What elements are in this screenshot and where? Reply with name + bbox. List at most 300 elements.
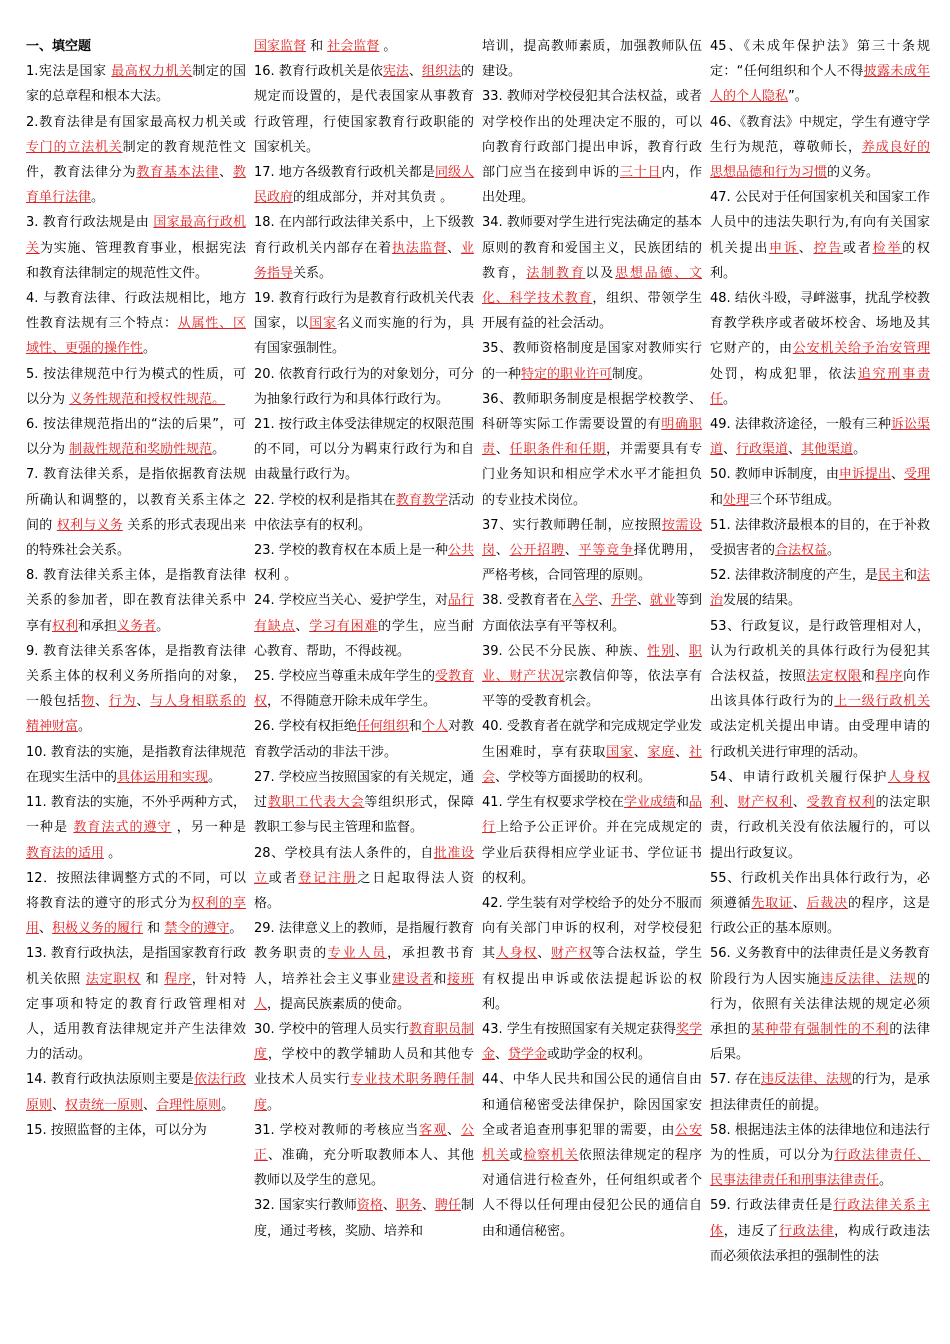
answer-text: 公正 [254, 1122, 474, 1163]
question-text: 、 [792, 895, 807, 911]
question-text: 17. 地方各级教育行政机关都是 [254, 165, 435, 181]
question-item [482, 336, 702, 386]
question-text: 35、教师资格制度是国家对教师实行的一种 [482, 341, 702, 382]
question-item [254, 412, 474, 488]
question-item [710, 1118, 930, 1194]
question-text: 20. 依教育行政行为的对象划分，可分为抽象行政行为和具体行政行为。 [254, 366, 474, 407]
question-text: 。 [212, 442, 226, 458]
answer-text: 奖学金 [482, 1021, 702, 1063]
answer-text: 行政法律关系主体 [710, 1198, 930, 1239]
answer-text: 专门的立法机关 [26, 139, 123, 155]
question-text: 23. 学校的教育权在本质上是一种 [254, 543, 448, 559]
question-text: 56. 义务教育中的法律责任是义务教育阶段行为人因实施 [710, 946, 930, 987]
section-heading: 一、填空题 [26, 39, 92, 54]
answer-text: 平等竞争 [578, 543, 634, 559]
question-item [26, 941, 246, 1067]
question-text: ，并需要具有专门业务知识和相应学术水平才能担负的专业技术岗位。 [482, 442, 702, 508]
column-3 [482, 34, 702, 1334]
column-2 [254, 34, 474, 1334]
answer-text: 权责统一原则 [65, 1097, 144, 1113]
question-text: 48. 结伙斗殴，寻衅滋事，扰乱学校教育教学秩序或者破坏校舍、场地及其它财产的，由 [710, 291, 930, 357]
answer-text: 聘任 [434, 1198, 461, 1214]
question-item [482, 513, 702, 589]
answer-text: 依法行政原则 [26, 1072, 246, 1113]
answer-text: 受教育权 [254, 669, 474, 710]
question-item [710, 614, 930, 765]
answer-text: 制裁性规范和奖励性规范 [69, 442, 213, 458]
answer-text: 同级人民政府 [254, 165, 474, 206]
question-text: 和 [903, 568, 917, 584]
question-text: 。 [379, 39, 397, 54]
question-item [254, 538, 474, 588]
question-item [26, 59, 246, 109]
answer-text: 行政法律 [778, 1223, 835, 1239]
question-item [710, 110, 930, 186]
question-text: 14. 教育行政执法原则主要是 [26, 1072, 194, 1088]
answer-text: 违反法律、法规 [760, 1072, 852, 1088]
question-text: 、 [136, 694, 151, 710]
question-text: 6. 按法律规范指出的“法的后果”，可以分为 [26, 417, 246, 458]
question-text: 、 [421, 1198, 435, 1214]
answer-text: 学业成绩 [623, 795, 676, 811]
answer-text: 与人身相联系的精神财富 [26, 694, 246, 735]
answer-text: 就业 [649, 593, 676, 609]
answer-text: 财产权 [550, 946, 593, 962]
question-text: 58. 根据违法主体的法律地位和违法行为的性质，可以分为 [710, 1122, 930, 1163]
question-text: 内，作出处理。 [482, 165, 702, 206]
question-text: 39. 公民不分民族、种族、 [482, 643, 648, 659]
question-text: 、 [495, 543, 510, 559]
question-text: 18. 在内部行政法律关系中，上下级教育行政机关内部存在着 [254, 215, 474, 256]
question-text: ，针对特定事项和特定的教育行政管理相对人，适用教育法律规定并产生法律效力的活动。 [26, 971, 246, 1063]
question-text: 和 [306, 39, 328, 54]
answer-text: 受理 [903, 467, 930, 483]
question-text: 55、行政机关作出具体行政行为，必须遵循 [710, 870, 930, 911]
question-item [26, 286, 246, 362]
question-text: 36、教师职务制度是根据学校教学、科研等实际工作需要设置的有 [482, 391, 702, 433]
question-text: 、 [143, 1097, 157, 1113]
answer-text: 学习有困难 [309, 618, 379, 634]
question-item [254, 59, 474, 160]
question-text: 28、学校具有法人条件的，自 [254, 845, 434, 861]
question-text: 。 [104, 845, 122, 861]
question-text: 和 [861, 669, 876, 685]
question-text: 。 [143, 341, 157, 357]
question-text: 52. 法律救济制度的产生，是 [710, 568, 878, 584]
question-item [26, 790, 246, 866]
question-text: 名义而实施的行为，具有国家强制性。 [254, 316, 474, 357]
answer-text: 任何组织 [356, 719, 409, 735]
question-item [710, 765, 930, 866]
answer-text: 登记注册 [298, 870, 358, 886]
answer-text: 性别 [647, 643, 676, 659]
question-item [254, 488, 474, 538]
question-item [482, 84, 702, 210]
question-item [26, 362, 246, 412]
answer-text: 公开招聘 [509, 543, 565, 559]
answer-text: 物 [81, 694, 95, 710]
question-item [26, 110, 246, 211]
question-item [254, 916, 474, 1017]
answer-text: 入学 [571, 593, 598, 609]
answer-text: 家庭 [647, 744, 676, 760]
question-text: 为实施、管理教育事业，根据宪法和教育法律制定的规范性文件。 [26, 240, 246, 281]
question-text: 关系。 [293, 265, 333, 281]
question-text: 53、行政复议，是行政管理相对人，认为行政机关的具体行政行为侵犯其合法权益，按照 [710, 618, 930, 685]
answer-text: 升学 [610, 593, 637, 609]
question-text: 。 [879, 1173, 893, 1189]
question-text: 2.教育法律是有国家最高权力机关或 [26, 114, 246, 130]
answer-text: 国家 [606, 744, 634, 760]
question-item [482, 1067, 702, 1243]
question-text: 的学生，应当耐心教育、帮助，不得歧视。 [254, 618, 474, 659]
question-item [26, 740, 246, 790]
answer-text: 受教育权利 [806, 795, 876, 811]
question-text: 51. 法律救济最根本的目的，在于补救受损害者的 [710, 517, 930, 559]
answer-text: 义务者 [117, 618, 157, 634]
question-item [710, 185, 930, 286]
answer-text: 诉讼渠道 [710, 417, 930, 458]
answer-text: 人身权利 [710, 769, 930, 811]
answer-text: 公安机关 [482, 1122, 702, 1163]
answer-text: 追究刑事责任 [710, 366, 930, 407]
answer-text: 上一级行政机关 [834, 694, 930, 710]
question-text: ，构成行政违法而必须依法承担的强制性的法 [710, 1223, 930, 1264]
answer-text: 教育职员制度 [254, 1021, 474, 1063]
question-text: 57. 存在 [710, 1072, 761, 1088]
answer-text: 特定的职业许可 [521, 366, 613, 382]
question-text: 54、申请行政机关履行保护 [710, 769, 888, 785]
question-text: 50. 教师申诉制度，由 [710, 467, 839, 483]
question-text: 。 [208, 769, 222, 785]
question-item [254, 841, 474, 917]
question-text: 的行为，是承担法律责任的前提。 [710, 1072, 930, 1113]
answer-text: 法制教育 [526, 265, 586, 281]
answer-text: 教育法的适用 [26, 845, 105, 861]
question-item [482, 210, 702, 336]
question-item [254, 1017, 474, 1118]
question-text: 上给予公正评价。并在完成规定的学业后获得相应学业证书、学位证书的权利。 [482, 820, 702, 886]
question-text: 、 [723, 442, 737, 458]
question-text: 4. 与教育法律、行政法规相比，地方性教育法规有三个特点： [26, 291, 246, 332]
question-text: 和 [675, 795, 689, 811]
question-item [26, 210, 246, 286]
question-text: 42. 学生装有对学校给予的处分不服而向有关部门申诉的权利，对学校侵犯其 [482, 895, 702, 962]
question-item [710, 1067, 930, 1117]
answer-text: 禁令的遵守 [164, 921, 230, 937]
question-item [254, 34, 474, 59]
question-text: 、 [495, 1047, 509, 1063]
answer-text: 执法监督 [391, 240, 448, 256]
question-text: 46、《教育法》中规定，学生有遵守学生行为规范，尊敬师长， [710, 114, 930, 155]
question-text: 的组成部分，并对其负责 。 [293, 190, 454, 206]
question-item [26, 412, 246, 462]
question-item [710, 563, 930, 613]
answer-text: 检举 [872, 240, 903, 256]
question-text: 、 [798, 240, 814, 256]
question-text: 31. 学校对教师的考核应当 [254, 1122, 420, 1138]
answer-text: 职务 [395, 1198, 422, 1214]
answer-text: 专业技术职务聘任制度 [254, 1072, 474, 1113]
question-text: 的规定而设置的，是代表国家从事教育行政管理，行使国家教育行政职能的国家机关。 [254, 64, 474, 155]
answer-text: 合理性原则 [156, 1097, 222, 1113]
question-text: 、 [447, 240, 461, 256]
question-text: 11. 教育法的实施，不外乎两种方式，一种是 [26, 795, 246, 836]
answer-text: 教职工代表大会 [267, 795, 365, 811]
question-text: 或助学金的权利。 [547, 1047, 652, 1063]
answer-text: 贷学金 [508, 1047, 548, 1063]
question-text: 41. 学生有权要求学校在 [482, 795, 624, 811]
question-text: 。 [91, 190, 105, 206]
question-text: 、 [675, 643, 689, 659]
question-text: 和承担 [78, 618, 118, 634]
answer-text: 民主 [877, 568, 904, 584]
question-text: 对教育教学活动的非法干涉。 [254, 719, 474, 760]
answer-text: 宪法 [382, 64, 409, 80]
question-text: 、 [295, 618, 310, 634]
answer-text: 明确职责 [482, 417, 702, 458]
question-text: 、 [597, 593, 611, 609]
answer-text: 程序 [164, 971, 192, 987]
answer-text: 申诉提出 [838, 467, 891, 483]
answer-text: 合法权益 [775, 543, 828, 559]
question-text: 1.宪法是国家 [26, 64, 112, 80]
question-text: 之日起取得法人资格。 [254, 870, 474, 911]
question-item [254, 664, 474, 714]
question-text: 等到方面依法享有平等权利。 [482, 593, 702, 634]
question-text: 7. 教育法律关系，是指依据教育法规所确认和调整的，以教育关系主体之间的 [26, 467, 246, 533]
question-text: 40. 受教育者在就学和完成规定学业发生困难时，享有获取 [482, 719, 702, 760]
question-text: 、 [890, 467, 904, 483]
answer-text: 处理 [723, 492, 750, 508]
question-text: 8. 教育法律关系主体，是指教育法律关系的参加者，即在教育法律关系中享有 [26, 568, 246, 634]
question-text: 10. 教育法的实施，是指教育法律规范在现实生活中的 [26, 744, 246, 785]
question-text: 、 [447, 1122, 461, 1138]
answer-text: 任职条件和任期 [509, 442, 607, 458]
question-item [710, 286, 930, 412]
question-text: 19. 教育行政行为是教育行政机关代表国家，以 [254, 291, 474, 332]
answer-text: 按需设岗 [482, 517, 702, 559]
question-item [254, 362, 474, 412]
question-text: 择优聘用，严格考核，合同管理的原则。 [482, 543, 702, 584]
question-item [482, 588, 702, 638]
answer-text: 思想品德、文化、科学技术教育 [482, 265, 702, 307]
answer-text: 国家 [309, 316, 337, 332]
question-text: 22. 学校的权利是指其在 [254, 492, 396, 508]
answer-text: 教育单行法律 [26, 165, 246, 206]
answer-text: 义务性规范和授权性规范。 [69, 391, 226, 407]
question-text: 27. 学校应当按照国家的有关规定，通过 [254, 769, 474, 811]
question-item [254, 765, 474, 841]
question-text: 、 [723, 795, 738, 811]
answer-text: 申诉 [769, 240, 799, 256]
question-text: 38. 受教育者在 [482, 593, 572, 609]
question-text: 、学校等方面援助的权利。 [495, 769, 652, 785]
question-text: ，不得随意开除未成年学生。 [267, 694, 437, 710]
answer-text: 先取证 [751, 895, 793, 911]
question-text: 、 [39, 921, 53, 937]
question-item [26, 866, 246, 942]
answer-text: 社会监督 [327, 39, 380, 54]
question-text: 、 [633, 744, 648, 760]
question-text: 37、实行教师聘任制，应按照 [482, 517, 662, 533]
question-text: 的程序，这是行政公正的基本原则。 [710, 895, 930, 937]
answer-text: 资格 [356, 1198, 383, 1214]
question-text: 的行为，依照有关法律法规的规定必须承担的 [710, 971, 930, 1037]
answer-text: 行为 [108, 694, 137, 710]
question-text: 、 [788, 442, 802, 458]
answer-text: 某种带有强制性的不利 [751, 1021, 890, 1037]
question-item [710, 34, 930, 110]
question-item [710, 1193, 930, 1269]
question-text: 、 [792, 795, 807, 811]
answer-text: 披露未成年人的个人隐私 [710, 64, 930, 105]
answer-text: 人身权 [495, 946, 538, 962]
answer-text: 权利的享用 [26, 895, 246, 937]
question-text: 以及 [585, 265, 616, 281]
question-item [482, 1017, 702, 1067]
question-text: 。 [229, 921, 243, 937]
question-text: 。 [723, 391, 737, 407]
question-text: 制度。 [612, 366, 652, 382]
answer-text: 检察机关 [523, 1147, 579, 1163]
answer-text: 业务指导 [254, 240, 474, 281]
question-text: 、 [636, 593, 650, 609]
answer-text: 公安机关给予治安管理 [792, 341, 930, 357]
question-text: 43. 学生有按照国家有关规定获得 [482, 1021, 676, 1037]
answer-text: 职业、财产状况 [482, 643, 702, 685]
question-text: 或者 [268, 870, 299, 886]
question-item [26, 639, 246, 740]
question-text: 的义务。 [827, 165, 880, 181]
question-text: 制定的教育规范性文件，教育法律分为 [26, 139, 246, 181]
question-text: 、 [219, 165, 233, 181]
question-text: 、 [675, 744, 689, 760]
question-text: 29. 法律意义上的教师，是指履行教育教务职责的 [254, 921, 474, 962]
answer-text: 具体运用和实现 [117, 769, 209, 785]
question-text: 关系的形式表现出来的特殊社会关系。 [26, 517, 246, 559]
question-text: 向作出该具体行政行为的 [710, 669, 930, 710]
question-text: 45、《未成年保护法》第三十条规定：“任何组织和个人不得 [710, 39, 930, 80]
question-text: ，违反了 [723, 1223, 779, 1239]
answer-text: 公共 [447, 543, 474, 559]
question-text: 宗教信仰等，依法享有平等的受教育机会。 [482, 669, 702, 710]
question-item [254, 160, 474, 210]
answer-text: 法定职权 [85, 971, 141, 987]
question-item [254, 286, 474, 362]
question-item [482, 714, 702, 790]
question-text: 34. 教师要对学生进行宪法确定的基本原则的教育和爱国主义，民族团结的教育， [482, 215, 702, 281]
question-text: 30. 学校中的管理人员实行 [254, 1021, 409, 1037]
answer-text: 行政渠道 [736, 442, 789, 458]
question-text: 、 [408, 64, 422, 80]
answer-text: 个人 [421, 719, 448, 735]
question-text: 16. 教育行政机关是依 [254, 64, 383, 80]
question-text: 15. 按照监督的主体，可以分为 [26, 1122, 207, 1138]
column-4 [710, 34, 930, 1334]
question-text: 或 [509, 1147, 524, 1163]
question-text: 。 [221, 1097, 235, 1113]
answer-text: 国家监督 [254, 39, 307, 54]
question-text: 9. 教育法律关系客体，是指教育法律关系主体的权利义务所指向的对象，一般包括 [26, 643, 246, 710]
question-text: ，学校中的教学辅助人员和其他专业技术人员实行 [254, 1047, 474, 1088]
answer-text: 三十日 [619, 165, 662, 181]
answer-text: 品行有缺点 [254, 593, 474, 634]
answer-text: 财产权利 [737, 795, 793, 811]
question-text: 和 [710, 492, 724, 508]
question-text: 等组织形式，保障教职工参与民主管理和监督。 [254, 795, 474, 836]
question-item [254, 714, 474, 764]
question-text: 49. 法律救济途径，一般有三种 [710, 417, 891, 433]
question-text: 权利 。 [254, 568, 298, 584]
answer-text: 后裁决 [806, 895, 848, 911]
question-text: 和 [140, 971, 165, 987]
question-text: 、 [382, 1198, 396, 1214]
question-text: ，另一种是 [171, 820, 246, 836]
question-text: 或法定机关提出申请。由受理申请的行政机关进行审理的活动。 [710, 719, 930, 760]
question-text: 26. 学校有权拒绝 [254, 719, 357, 735]
question-item [254, 210, 474, 286]
question-text: 处罚，构成犯罪，依法 [710, 366, 858, 382]
question-text: 44、中华人民共和国公民的通信自由和通信秘密受法律保护，除因国家安全或者追查刑事犯罪的需要，由 [482, 1072, 702, 1138]
answer-text: 品行 [482, 795, 702, 836]
question-text: 13. 教育行政执法，是指国家教育行政机关依照 [26, 946, 246, 987]
question-item [26, 1118, 246, 1143]
answer-text: 教育教学 [395, 492, 448, 508]
question-item [254, 1118, 474, 1194]
question-text: 、 [537, 946, 551, 962]
question-text: 发展的结果。 [723, 593, 802, 609]
question-item [482, 891, 702, 1017]
question-item [482, 639, 702, 715]
document-page [26, 34, 930, 1334]
question-text: 、 [94, 694, 109, 710]
answer-text: 养成良好的思想品德和行为习惯 [710, 139, 930, 181]
question-text: 。 [267, 1097, 281, 1113]
answer-text: 教育基本法律 [136, 165, 220, 181]
question-text: 制定的国家的总章程和根本大法。 [26, 64, 246, 105]
question-item [710, 941, 930, 1067]
question-item [482, 790, 702, 891]
answer-text: 权利 [52, 618, 79, 634]
question-item [254, 588, 474, 664]
question-text: ，提高民族素质的使命。 [267, 996, 411, 1012]
question-text: 和 [433, 971, 448, 987]
question-text: 3. 教育行政法规是由 [26, 215, 154, 231]
question-text: 。 [78, 719, 92, 735]
answer-text: 客观 [419, 1122, 448, 1138]
question-text: 。 [853, 442, 867, 458]
answer-text: 国家最高行政机关 [26, 215, 246, 256]
question-text: 、准确，充分听取教师本人、其他教师以及学生的意见。 [254, 1147, 474, 1189]
question-item [482, 34, 702, 84]
question-text: 和 [408, 719, 422, 735]
question-text: 等合法权益，学生有权提出申诉或依法提起诉讼的权利。 [482, 946, 702, 1012]
question-text: 的权利。 [710, 240, 930, 281]
question-text: 三个环节组成。 [749, 492, 841, 508]
question-item [710, 513, 930, 563]
answer-text: 组织法 [421, 64, 461, 80]
column-1 [26, 34, 246, 1334]
question-text: 。 [827, 543, 841, 559]
question-text: 33. 教师对学校侵犯其合法权益，或者对学校作出的处理决定不服的，可以向教育行政部门提出申诉，教育行政部门应当在接到申诉的 [482, 89, 702, 181]
answer-text: 社会 [482, 744, 702, 785]
question-text: 32. 国家实行教师 [254, 1198, 357, 1214]
question-text: 。 [156, 618, 170, 634]
question-text: ”。 [788, 89, 808, 105]
question-text: 59. 行政法律责任是 [710, 1198, 834, 1214]
question-item [26, 1067, 246, 1117]
